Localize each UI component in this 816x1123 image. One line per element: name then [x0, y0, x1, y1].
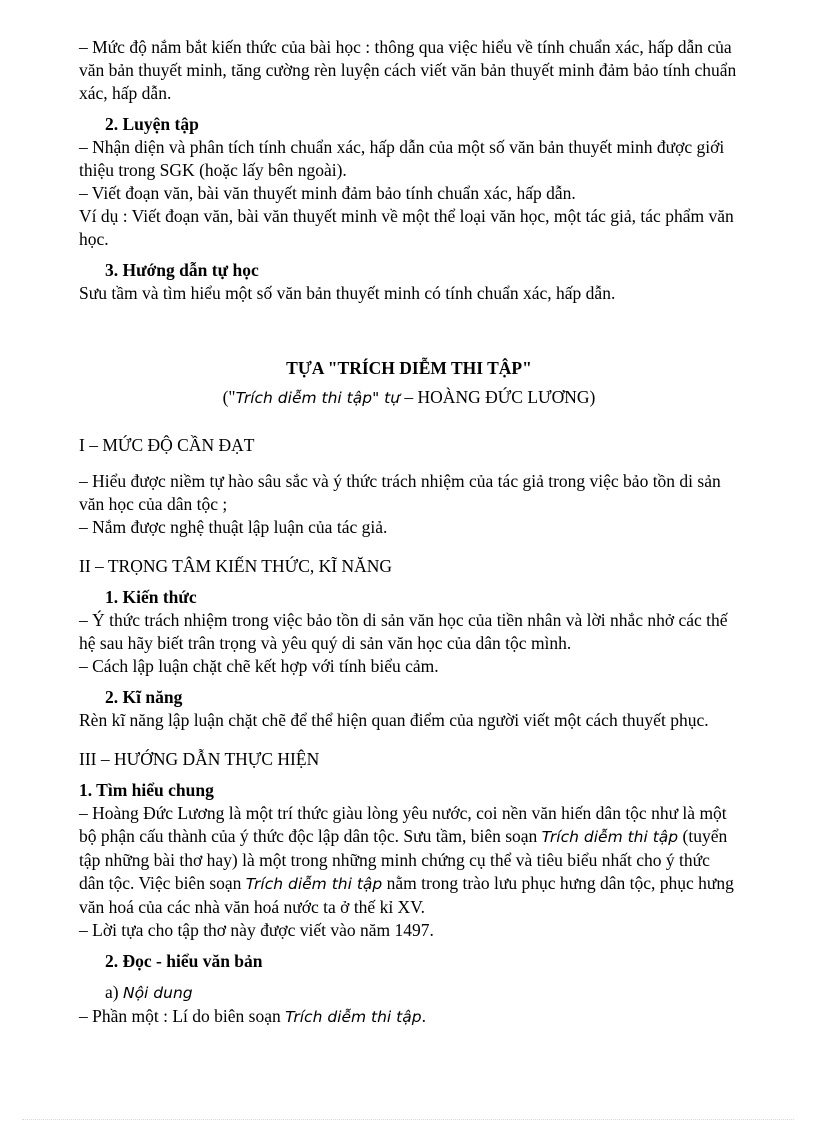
paragraph-learning-level: – Mức độ nắm bắt kiến thức của bài học : thông qua việc hiểu về tính chuẩn xác, hấp dẫn của văn bản thuyết minh, tăng cường rèn luyện cách viết văn bản thuyết minh đảm bảo tính chuẩn xác, hấp dẫn.	[79, 37, 737, 103]
practice-item-1: – Nhận diện và phân tích tính chuẩn xác, hấp dẫn của một số văn bản thuyết minh được giới thiệu trong SGK (hoặc lấy bên ngoài).	[79, 137, 725, 180]
heading-reading: 2. Đọc - hiểu văn bản	[105, 951, 263, 971]
document-page	[79, 36, 739, 1029]
book-title-italic: Trích diễm thi tập	[541, 828, 679, 846]
overview-text-a: – Hoàng Đức Lương là một trí thức giàu lòng yêu nước, coi nền văn hiến dân tộc như là một bộ phận cấu thành của ý thức độc lập dân tộc. Sưu tầm, biên soạn	[79, 803, 727, 846]
book-title-italic: Trích diễm thi tập	[285, 1008, 422, 1026]
section-1-item-1: – Hiểu được niềm tự hào sâu sắc và ý thức trách nhiệm của tác giả trong việc bảo tồn di sản văn học của dân tộc ;	[79, 471, 721, 514]
book-title-italic: Trích diễm thi tập	[245, 875, 383, 893]
section-2-heading: II – TRỌNG TÂM KIẾN THỨC, KĨ NĂNG	[79, 556, 393, 576]
knowledge-item-2: – Cách lập luận chặt chẽ kết hợp với tính biểu cảm.	[79, 656, 439, 676]
practice-example: Ví dụ : Viết đoạn văn, bài văn thuyết minh về một thể loại văn học, một tác giả, tác phẩm văn học.	[79, 206, 734, 249]
lesson-title: TỰA "TRÍCH DIỄM THI TẬP"	[286, 358, 532, 378]
part-1-item	[79, 1005, 739, 1029]
overview-text-c: nằm trong trào lưu phục hưng dân tộc, phục hưng văn hoá của các nhà văn hoá nước ta ở thế kỉ XV.	[79, 873, 734, 917]
practice-item-2: – Viết đoạn văn, bài văn thuyết minh đảm bảo tính chuẩn xác, hấp dẫn.	[79, 183, 576, 203]
heading-self-study: 3. Hướng dẫn tự học	[105, 260, 259, 280]
section-1-heading: I – MỨC ĐỘ CẦN ĐẠT	[79, 435, 255, 455]
overview-item-1	[79, 802, 739, 919]
knowledge-item-1: – Ý thức trách nhiệm trong việc bảo tồn di sản văn học của tiền nhân và lời nhắc nhở các thế hệ sau hãy biết trân trọng và yêu quý di sản văn học của dân tộc mình.	[79, 610, 728, 653]
subtitle-author: – HOÀNG ĐỨC LƯƠNG)	[400, 387, 596, 407]
heading-practice: 2. Luyện tập	[105, 114, 199, 134]
overview-text-b: (tuyển tập những bài thơ hay) là một trong những minh chứng cụ thể và tiêu biểu nhất cho ý thức dân tộc. Việc biên soạn	[79, 826, 728, 893]
self-study-item: Sưu tầm và tìm hiểu một số văn bản thuyết minh có tính chuẩn xác, hấp dẫn.	[79, 283, 616, 303]
part-1-text: – Phần một : Lí do biên soạn	[79, 1006, 286, 1026]
reading-a-italic: Nội dung	[122, 984, 193, 1002]
subtitle-italic: Trích diễm thi tập" tự	[235, 389, 401, 407]
section-3-heading: III – HƯỚNG DẪN THỰC HIỆN	[79, 749, 320, 769]
heading-overview: 1. Tìm hiểu chung	[79, 780, 214, 800]
reading-a-label: a)	[105, 982, 123, 1002]
skills-item-1: Rèn kĩ năng lập luận chặt chẽ để thể hiện quan điểm của người viết một cách thuyết phục.	[79, 710, 709, 730]
heading-knowledge: 1. Kiến thức	[105, 587, 197, 607]
section-1-item-2: – Nắm được nghệ thuật lập luận của tác giả.	[79, 517, 388, 537]
reading-subheading-a	[79, 981, 739, 1005]
page-bottom-divider	[22, 1119, 794, 1120]
overview-item-2: – Lời tựa cho tập thơ này được viết vào năm 1497.	[79, 920, 434, 940]
heading-skills: 2. Kĩ năng	[105, 687, 183, 707]
lesson-subtitle	[79, 386, 739, 410]
part-1-end: .	[421, 1006, 426, 1026]
subtitle-open: ("	[222, 387, 236, 407]
